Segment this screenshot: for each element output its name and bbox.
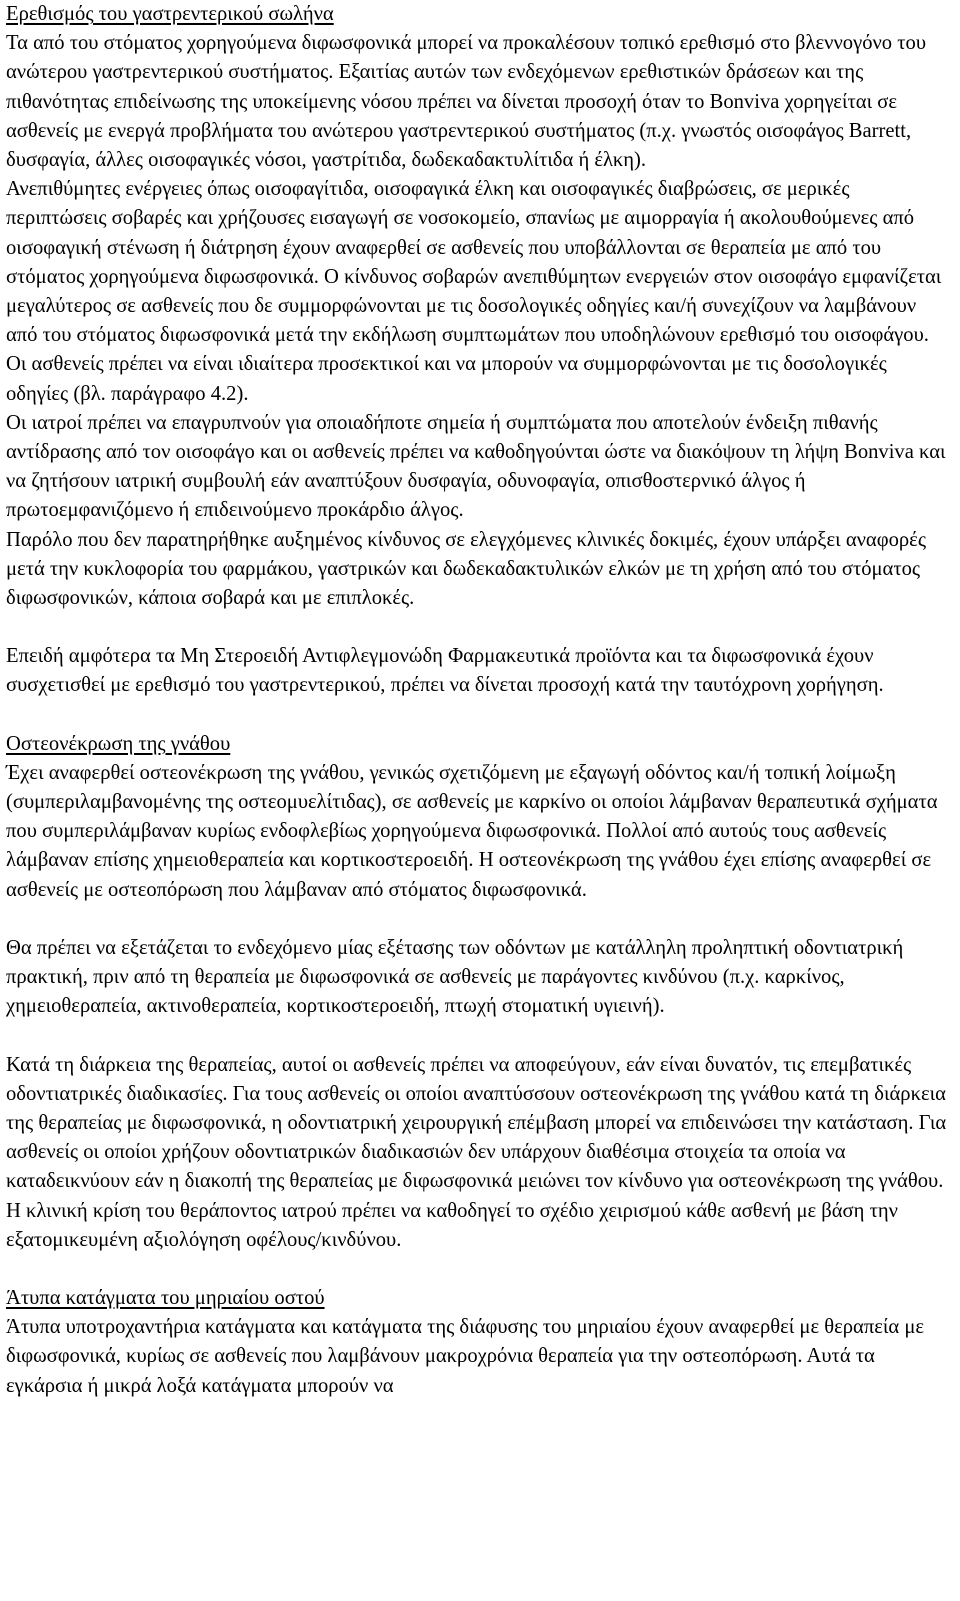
section-heading-osteonecrosis: Οστεονέκρωση της γνάθου [6,732,231,755]
section-heading-femur: Άτυπα κατάγματα του μηριαίου οστού [6,1286,325,1309]
paragraph-spacer [6,1022,950,1051]
paragraph-gi-irritation-5: Επειδή αμφότερα τα Μη Στεροειδή Αντιφλεγμονώδη Φαρμακευτικά προϊόντα και τα διφωσφονικά έχουν συσχετισθεί με ερεθισμό του γαστρεντερικού, πρέπει να δίνεται προσοχή κατά την ταυτόχρονη χορήγηση. [6,645,884,697]
paragraph-spacer [6,1255,950,1284]
paragraph-gi-irritation-1: Τα από του στόματος χορηγούμενα διφωσφονικά μπορεί να προκαλέσουν τοπικό ερεθισμό στο βλεννογόνο του ανώτερου γαστρεντερικού συστήματος. Εξαιτίας αυτών των ενδεχόμενων ερεθιστικών δράσεων και της πιθανότητας επιδείνωσης της υποκείμενης νόσου πρέπει να δίνεται προσοχή όταν το Bonviva χορηγείται σε ασθενείς με ενεργά προβλήματα του ανώτερου γαστρεντερικού συστήματος (π.χ. γνωστός οισοφάγος Barrett, δυσφαγία, άλλες οισοφαγικές νόσοι, γαστρίτιδα, δωδεκαδακτυλίτιδα ή έλκη). [6,32,927,172]
paragraph-osteonecrosis-1: Έχει αναφερθεί οστεονέκρωση της γνάθου, γενικώς σχετιζόμενη με εξαγωγή οδόντος και/ή τοπική λοίμωξη (συμπεριλαμβανομένης της οστεομυελίτιδας), σε ασθενείς με καρκίνο οι οποίοι λάμβαναν θεραπευτικά σχήματα που συμπεριλάμβαναν κυρίως ενδοφλεβίως χορηγούμενα διφωσφονικά. Πολλοί από αυτούς τους ασθενείς λάμβαναν επίσης χημειοθεραπεία και κορτικοστεροειδή. Η οστεονέκρωση της γνάθου έχει επίσης αναφερθεί σε ασθενείς με οστεοπόρωση που λάμβαναν από στόματος διφωσφονικά. [6,761,938,901]
section-heading-gi-irritation: Ερεθισμός του γαστρεντερικού σωλήνα [6,3,334,25]
paragraph-osteonecrosis-3: Κατά τη διάρκεια της θεραπείας, αυτοί οι ασθενείς πρέπει να αποφεύγουν, εάν είναι δυνατόν, τις επεμβατικές οδοντιατρικές διαδικασίες. Για τους ασθενείς οι οποίοι αναπτύσσουν οστεονέκρωση της γνάθου κατά τη διάρκεια της θεραπείας με διφωσφονικά, η οδοντιατρική χειρουργική επέμβαση μπορεί να επιδεινώσει την κατάσταση. Για ασθενείς οι οποίοι χρήζουν οδοντιατρικών διαδικασιών δεν υπάρχουν διαθέσιμα στοιχεία τα οποία να καταδεικνύουν εάν η διακοπή της θεραπείας με διφωσφονικά μειώνει τον κίνδυνο για οστεονέκρωση της γνάθου. Η κλινική κρίση του θεράποντος ιατρού πρέπει να καθοδηγεί το σχέδιο χειρισμού κάθε ασθενή με βάση την εξατομικευμένη αξιολόγηση οφέλους/κινδύνου. [6,1053,947,1251]
paragraph-osteonecrosis-2: Θα πρέπει να εξετάζεται το ενδεχόμενο μίας εξέτασης των οδόντων με κατάλληλη προληπτική οδοντιατρική πρακτική, πριν από τη θεραπεία με διφωσφονικά σε ασθενείς με παράγοντες κινδύνου (π.χ. καρκίνος, χημειοθεραπεία, ακτινοθεραπεία, κορτικοστεροειδή, πτωχή στοματική υγιεινή). [6,936,904,1018]
paragraph-spacer [6,905,950,934]
paragraph-femur-1: Άτυπα υποτροχαντήρια κατάγματα και κατάγματα της διάφυσης του μηριαίου έχουν αναφερθεί με θεραπεία με διφωσφονικά, κυρίως σε ασθενείς που λαμβάνουν μακροχρόνια θεραπεία για την οστεοπόρωση. Αυτά τα εγκάρσια ή μικρά λοξά κατάγματα μπορούν να [6,1316,925,1397]
document-page [6,0,950,1401]
paragraph-gi-irritation-4: Παρόλο που δεν παρατηρήθηκε αυξημένος κίνδυνος σε ελεγχόμενες κλινικές δοκιμές, έχουν υπάρξει αναφορές μετά την κυκλοφορία του φαρμάκου, γαστρικών και δωδεκαδακτυλικών ελκών με τη χρήση από του στόματος διφωσφονικών, κάποια σοβαρά και με επιπλοκές. [6,528,926,610]
paragraph-gi-irritation-3: Οι ιατροί πρέπει να επαγρυπνούν για οποιαδήποτε σημεία ή συμπτώματα που αποτελούν ένδειξη πιθανής αντίδρασης από τον οισοφάγο και οι ασθενείς πρέπει να καθοδηγούνται ώστε να διακόψουν τη λήψη Bonviva και να ζητήσουν ιατρική συμβουλή εάν αναπτύξουν δυσφαγία, οδυνοφαγία, οπισθοστερνικό άλγος ή πρωτοεμφανιζόμενο ή επιδεινούμενο προκάρδιο άλγος. [6,411,946,522]
paragraph-spacer [6,613,950,642]
paragraph-gi-irritation-2: Ανεπιθύμητες ενέργειες όπως οισοφαγίτιδα, οισοφαγικά έλκη και οισοφαγικές διαβρώσεις, σε μερικές περιπτώσεις σοβαρές και χρήζουσες εισαγωγή σε νοσοκομείο, σπανίως με αιμορραγία ή ακολουθούμενες από οισοφαγική στένωση ή διάτρηση έχουν αναφερθεί σε ασθενείς που υποβάλλονται σε θεραπεία με από του στόματος χορηγούμενα διφωσφονικά. Ο κίνδυνος σοβαρών ανεπιθύμητων ενεργειών στον οισοφάγο εμφανίζεται μεγαλύτερος σε ασθενείς που δε συμμορφώνονται με τις δοσολογικές οδηγίες και/ή συνεχίζουν να λαμβάνουν από του στόματος διφωσφονικά μετά την εκδήλωση συμπτωμάτων που υποδηλώνουν ερεθισμό του οισοφάγου. Οι ασθενείς πρέπει να είναι ιδιαίτερα προσεκτικοί και να μπορούν να συμμορφώνονται με τις δοσολογικές οδηγίες (βλ. παράγραφο 4.2). [6,178,942,405]
paragraph-spacer [6,701,950,730]
